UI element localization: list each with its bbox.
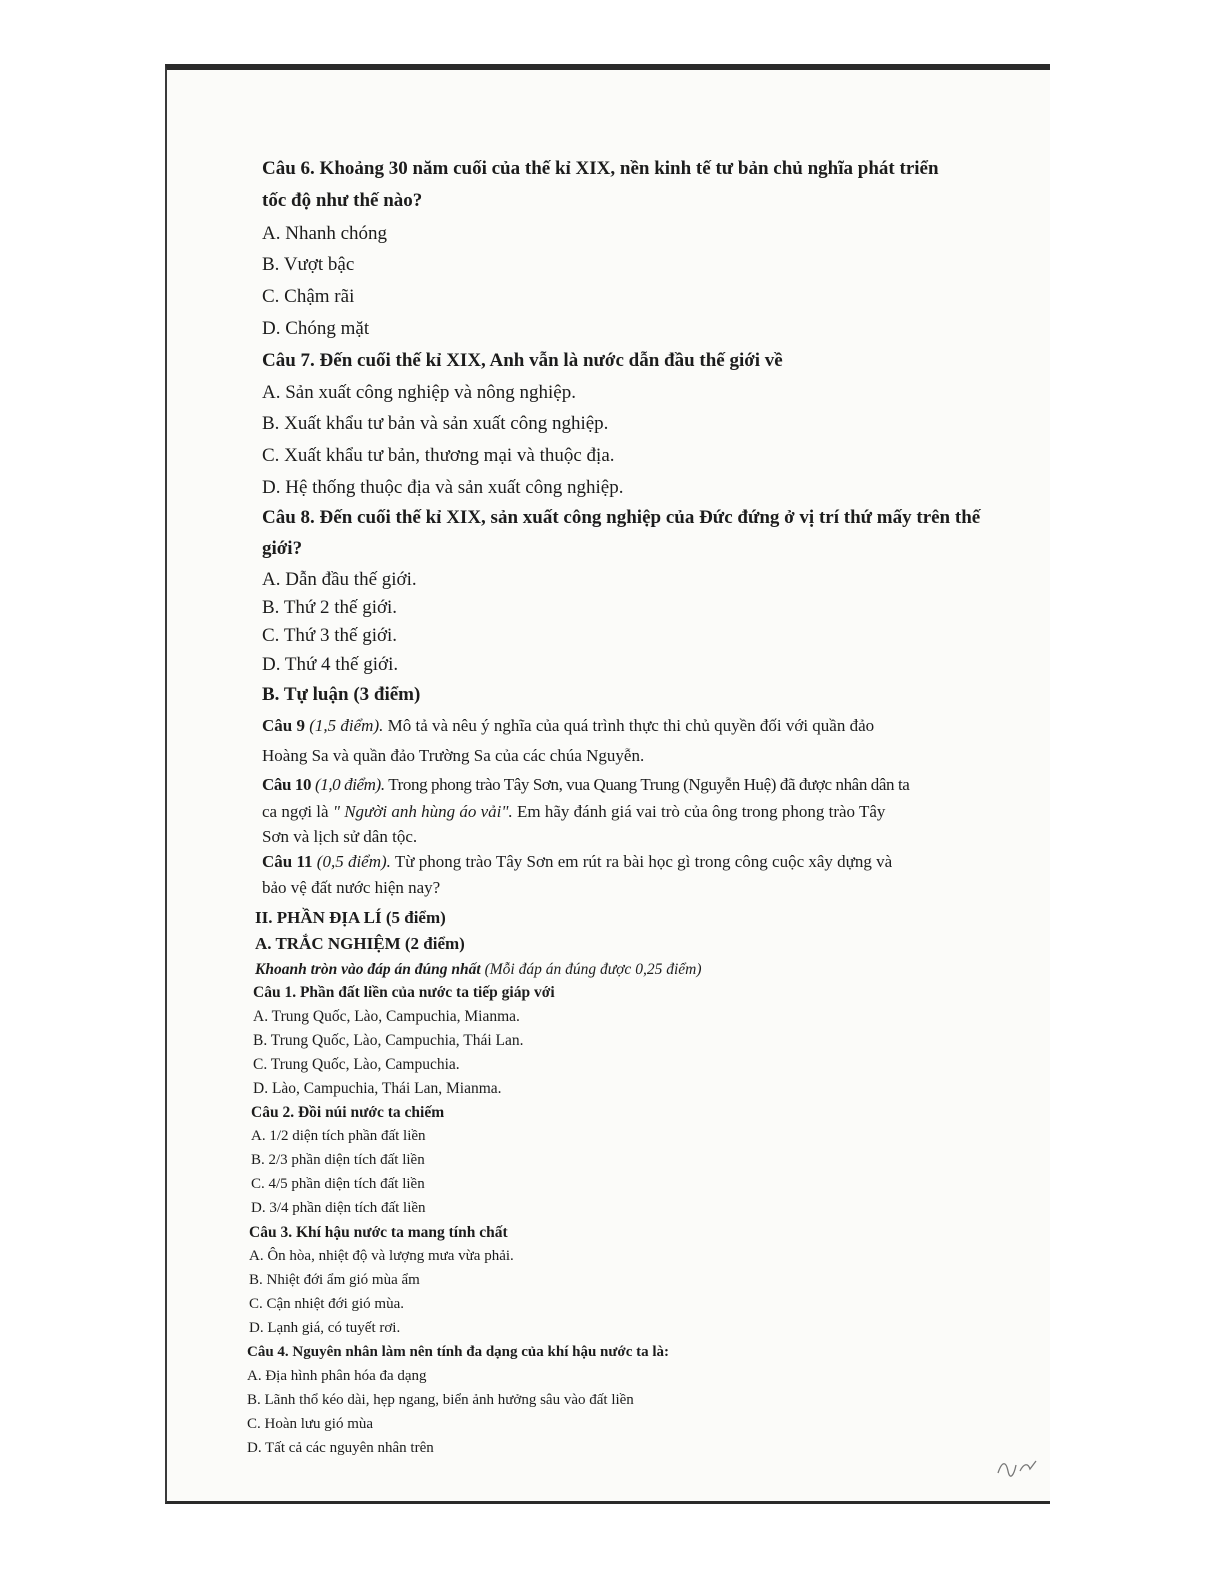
question-11-points: (0,5 điểm). — [316, 852, 391, 871]
geo-question-4-option-b: B. Lãnh thổ kéo dài, hẹp ngang, biển ảnh hưởng sâu vào đất liền — [247, 1392, 634, 1408]
instructions-bold: Khoanh tròn vào đáp án đúng nhất — [255, 961, 481, 978]
handwritten-signature — [996, 1455, 1040, 1479]
question-6-option-a: A. Nhanh chóng — [262, 223, 388, 244]
question-8-option-c: C. Thứ 3 thế giới. — [262, 625, 398, 646]
question-11-body: Từ phong trào Tây Sơn em rút ra bài học gì trong công cuộc xây dựng và — [394, 852, 893, 871]
question-11-body-cont: bảo vệ đất nước hiện nay? — [262, 878, 441, 897]
question-10-body-end: Sơn và lịch sử dân tộc. — [262, 827, 418, 846]
geo-question-1-option-b: B. Trung Quốc, Lào, Campuchia, Thái Lan. — [253, 1032, 524, 1049]
geo-question-1-option-a: A. Trung Quốc, Lào, Campuchia, Mianma. — [253, 1008, 520, 1025]
geo-question-2-title: Câu 2. Đồi núi nước ta chiếm — [251, 1104, 445, 1121]
question-9 — [262, 716, 874, 736]
question-7-option-d: D. Hệ thống thuộc địa và sản xuất công nghiệp. — [262, 477, 624, 498]
instructions-italic: (Mỗi đáp án đúng được 0,25 điểm) — [484, 961, 702, 978]
geo-question-3-option-b: B. Nhiệt đới ẩm gió mùa ẩm — [249, 1272, 420, 1288]
question-10-body-2b: Em hãy đánh giá vai trò của ông trong phong trào Tây — [517, 802, 886, 821]
geo-question-3-option-c: C. Cận nhiệt đới gió mùa. — [249, 1296, 405, 1312]
geo-question-3-option-a: A. Ôn hòa, nhiệt độ và lượng mưa vừa phải. — [249, 1248, 514, 1264]
question-8-option-d: D. Thứ 4 thế giới. — [262, 654, 399, 675]
geo-question-2-option-c: C. 4/5 phần diện tích đất liền — [251, 1176, 425, 1192]
geo-question-3-option-d: D. Lạnh giá, có tuyết rơi. — [249, 1320, 401, 1336]
geo-question-1-title: Câu 1. Phần đất liền của nước ta tiếp giáp với — [253, 984, 555, 1001]
question-9-body-cont: Hoàng Sa và quần đảo Trường Sa của các chúa Nguyễn. — [262, 746, 645, 765]
exam-page — [165, 64, 1050, 1504]
question-10-body-2a: ca ngợi là — [262, 802, 329, 821]
question-8-option-a: A. Dẫn đầu thế giới. — [262, 569, 417, 590]
geo-question-2-option-b: B. 2/3 phần diện tích đất liền — [251, 1152, 425, 1168]
question-9-label: Câu 9 — [262, 716, 305, 735]
question-10-points: (1,0 điểm). — [314, 775, 385, 794]
question-10-quote: " Người anh hùng áo vải". — [332, 802, 513, 821]
part-a-heading: A. TRẮC NGHIỆM (2 điểm) — [255, 934, 465, 953]
question-10-label: Câu 10 — [262, 775, 312, 794]
question-7-option-a: A. Sản xuất công nghiệp và nông nghiệp. — [262, 382, 576, 403]
geo-question-1-option-c: C. Trung Quốc, Lào, Campuchia. — [253, 1056, 460, 1073]
question-6-option-c: C. Chậm rãi — [262, 286, 355, 307]
geo-question-2-option-a: A. 1/2 diện tích phần đất liền — [251, 1128, 426, 1144]
question-9-points: (1,5 điểm). — [309, 716, 384, 735]
question-8-title-cont: giới? — [262, 538, 303, 559]
question-6-option-d: D. Chóng mặt — [262, 318, 370, 339]
geo-question-1-option-d: D. Lào, Campuchia, Thái Lan, Mianma. — [253, 1080, 502, 1097]
question-10-body-cont — [262, 802, 885, 822]
geo-question-2-option-d: D. 3/4 phần diện tích đất liền — [251, 1200, 426, 1216]
question-8-option-b: B. Thứ 2 thế giới. — [262, 597, 398, 618]
question-7-option-b: B. Xuất khẩu tư bản và sản xuất công nghiệp. — [262, 413, 609, 434]
part-ii-heading: II. PHẦN ĐỊA LÍ (5 điểm) — [255, 908, 446, 927]
geo-question-4-option-a: A. Địa hình phân hóa đa dạng — [247, 1368, 427, 1384]
question-6-title-cont: tốc độ như thế nào? — [262, 190, 423, 211]
question-8-title: Câu 8. Đến cuối thế kỉ XIX, sản xuất công nghiệp của Đức đứng ở vị trí thứ mấy trên thế — [262, 507, 981, 528]
geo-question-4-option-d: D. Tất cả các nguyên nhân trên — [247, 1440, 434, 1456]
geo-question-3-title: Câu 3. Khí hậu nước ta mang tính chất — [249, 1224, 508, 1241]
question-11-label: Câu 11 — [262, 852, 313, 871]
question-7-option-c: C. Xuất khẩu tư bản, thương mại và thuộc địa. — [262, 445, 615, 466]
question-6-option-b: B. Vượt bậc — [262, 254, 355, 275]
instructions — [255, 961, 701, 979]
geo-question-4-option-c: C. Hoàn lưu gió mùa — [247, 1416, 374, 1432]
section-b-heading: B. Tự luận (3 điểm) — [262, 684, 421, 705]
geo-question-4-title: Câu 4. Nguyên nhân làm nên tính đa dạng của khí hậu nước ta là: — [247, 1344, 670, 1360]
question-10 — [262, 775, 909, 795]
question-11 — [262, 852, 892, 872]
question-9-body: Mô tả và nêu ý nghĩa của quá trình thực thi chủ quyền đối với quần đảo — [387, 716, 875, 735]
question-7-title: Câu 7. Đến cuối thế kỉ XIX, Anh vẫn là nước dẫn đầu thế giới về — [262, 350, 783, 371]
question-10-body: Trong phong trào Tây Sơn, vua Quang Trung (Nguyễn Huệ) đã được nhân dân ta — [388, 775, 910, 794]
question-6-title: Câu 6. Khoảng 30 năm cuối của thế kỉ XIX, nền kinh tế tư bản chủ nghĩa phát triển — [262, 158, 939, 179]
